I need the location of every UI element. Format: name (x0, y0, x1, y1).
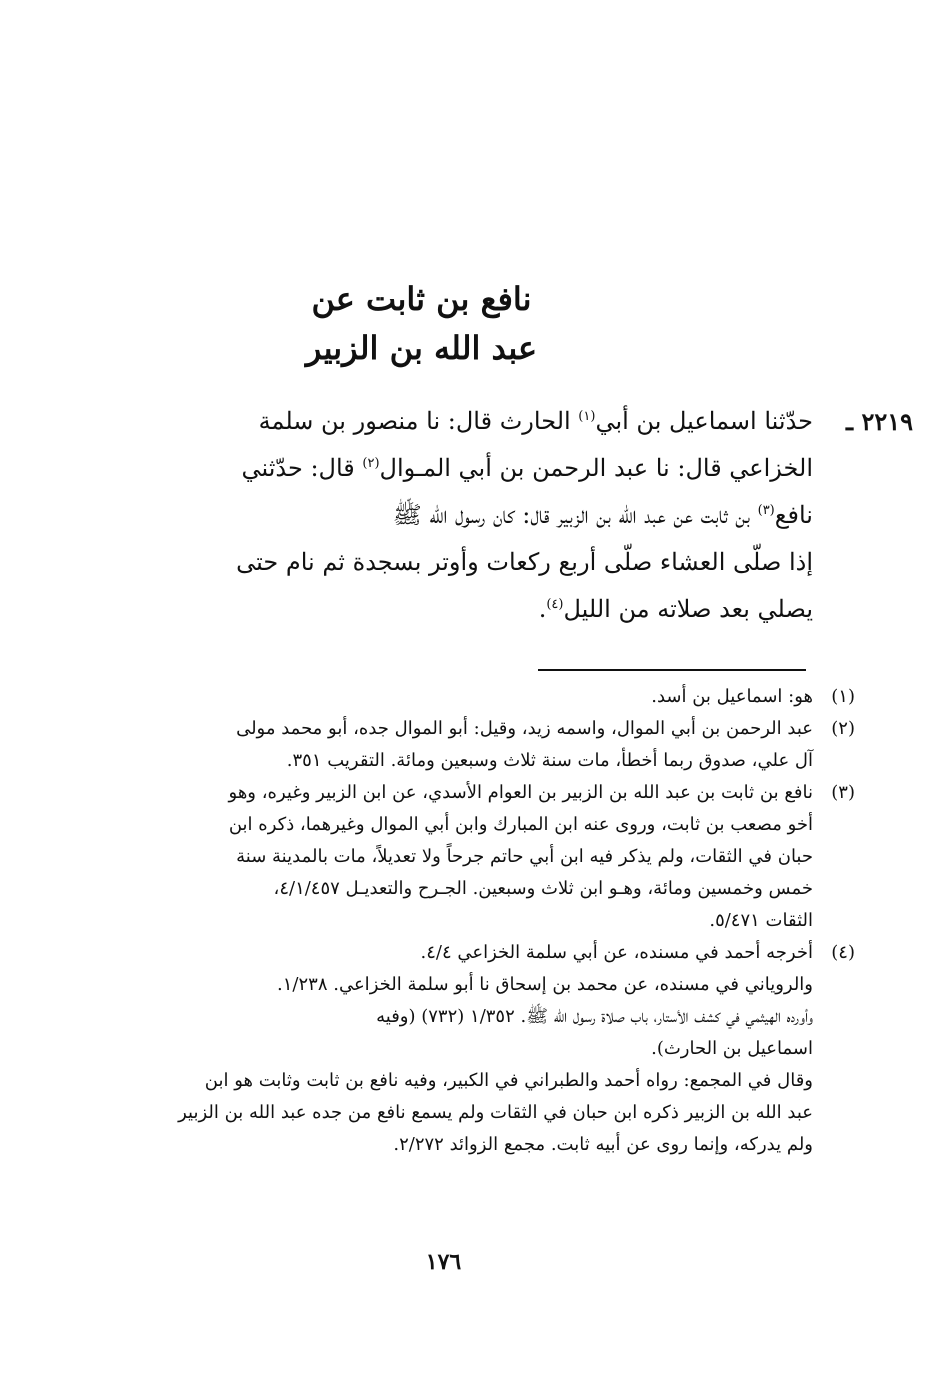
footnote-line: أخو مصعب بن ثابت، وروى عنه ابن المبارك وابن أبي الموال وغيرهما، ذكره ابن (228, 814, 813, 835)
footnote-number: (١) (831, 686, 855, 707)
hadith-line: نافع$^{(٣)}$ بن ثابت عن عبد الله بن الزبير قال: كان رسول الله ﷺ (392, 501, 813, 529)
footnote-marker: (٤) (546, 597, 564, 612)
footnote-marker: (١) (578, 409, 596, 424)
footnote-line: هو: اسماعيل بن أسد. (651, 686, 813, 707)
footnote-divider (538, 669, 806, 671)
hadith-line: الخزاعي قال: نا عبد الرحمن بن أبي المـوال$^{(٢)}$ قال: حدّثني (241, 454, 813, 482)
hadith-line: إذا صلّى العشاء صلّى أربع ركعات وأوتر بسجدة ثم نام حتى (236, 548, 813, 576)
footnote-line: نافع بن ثابت بن عبد الله بن الزبير بن العوام الأسدي، عن ابن الزبير وغيره، وهو (228, 782, 813, 803)
footnote-3 (123, 777, 855, 937)
hadith-line: يصلي بعد صلاته من الليل$^{(٤)}$. (538, 595, 813, 623)
footnote-line: أخرجه أحمد في مسنده، عن أبي سلمة الخزاعي ٤/٤. (420, 942, 813, 963)
hadith-line: حدّثنا اسماعيل بن أبي$^{(١)}$ الحارث قال: نا منصور بن سلمة (258, 407, 813, 435)
footnote-line: عبد الرحمن بن أبي الموال، واسمه زيد، وقيل: أبو الموال جده، أبو محمد مولى (236, 718, 813, 739)
hadith-text (113, 398, 913, 633)
footnote-number: (٤) (831, 942, 855, 963)
footnote-line: آل علي، صدوق ربما أخطأ، مات سنة ثلاث وسبعين ومائة. التقريب ٣٥١. (286, 750, 813, 771)
footnote-marker: (٣) (757, 503, 775, 518)
footnote-line: خمس وخمسين ومائة، وهـو ابن ثلاث وسبعين. الجـرح والتعديـل ٤/١/٤٥٧، (273, 878, 813, 899)
footnote-line: وأورده الهيثمي في كشف الأستار، باب صلاة رسول الله ﷺ. ١/٣٥٢ (٧٣٢) (وفيه (376, 1006, 813, 1027)
footnote-1 (123, 681, 855, 713)
hadith-number: ٢٢١٩ ـ (846, 407, 913, 436)
footnote-line: ولم يدركه، وإنما روى عن أبيه ثابت. مجمع الزوائد ٢/٢٧٢. (393, 1134, 813, 1155)
chapter-heading-line-2: عبد الله بن الزبير (305, 329, 538, 367)
footnote-2 (123, 713, 855, 777)
footnote-line: والروياني في مسنده، عن محمد بن إسحاق نا أبو سلمة الخزاعي. ١/٢٣٨. (277, 974, 813, 995)
footnote-line: حبان في الثقات، ولم يذكر فيه ابن أبي حاتم جرحاً ولا تعديلاً، مات بالمدينة سنة (236, 846, 813, 867)
footnotes (123, 681, 855, 1161)
chapter-heading-line-1: نافع بن ثابت عن (311, 280, 532, 318)
footnote-4 (123, 937, 855, 1161)
footnote-number: (٢) (831, 718, 855, 739)
footnote-line: الثقات ٥/٤٧١. (709, 910, 813, 931)
footnote-line: عبد الله بن الزبير ذكره ابن حبان في الثقات ولم يسمع نافع من جده عبد الله بن الزبير (178, 1102, 813, 1123)
footnote-line: اسماعيل بن الحارث). (651, 1038, 813, 1059)
page-number: ١٧٦ (425, 1249, 462, 1275)
footnote-number: (٣) (831, 782, 855, 803)
footnote-line: وقال في المجمع: رواه أحمد والطبراني في الكبير، وفيه نافع بن ثابت وثابت هو ابن (204, 1070, 813, 1091)
footnote-marker: (٢) (362, 456, 380, 471)
